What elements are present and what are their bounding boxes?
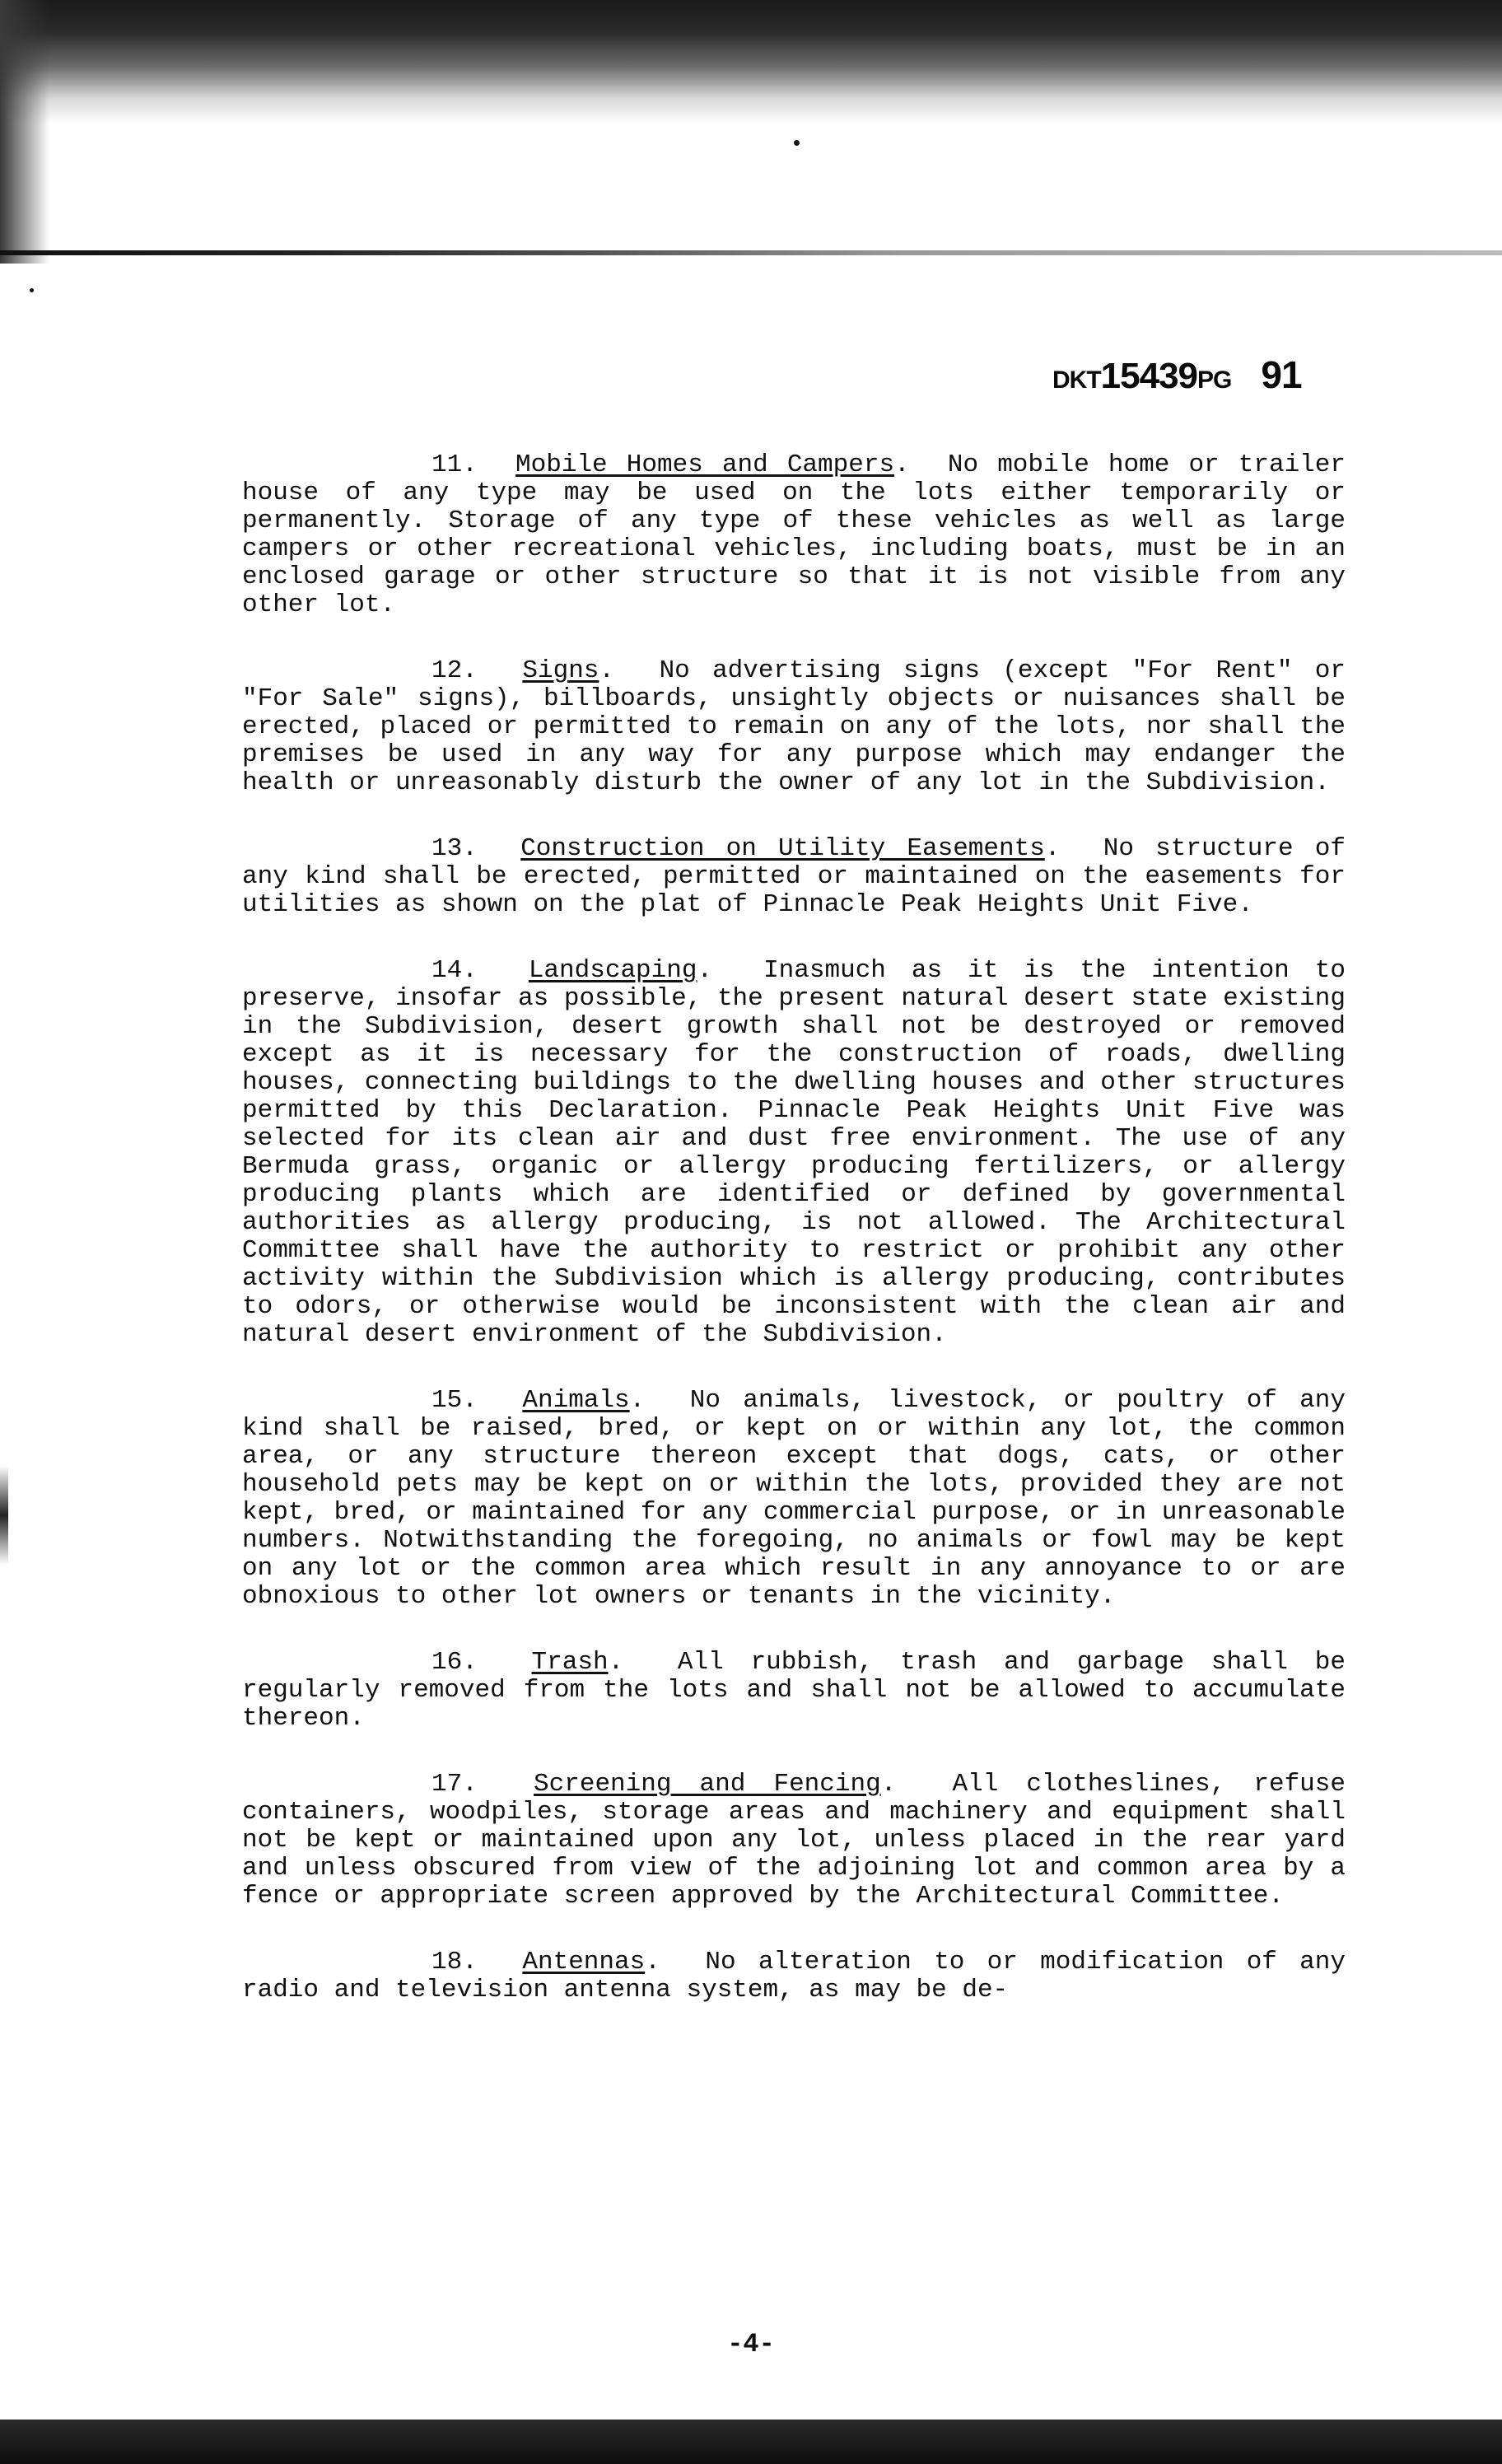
section-heading: Antennas bbox=[522, 1948, 646, 1976]
docket-number: 15439 bbox=[1100, 356, 1198, 396]
section-heading: Trash bbox=[531, 1648, 609, 1677]
section-body: All rubbish, trash and garbage shall be regularly removed from the lots and shall not be allowed to accumulate thereon. bbox=[242, 1648, 1346, 1733]
section-heading: Mobile Homes and Campers bbox=[515, 450, 895, 479]
docket-page-number: 91 bbox=[1261, 353, 1302, 396]
scan-edge-mark bbox=[0, 1466, 8, 1565]
section-13: 13. Construction on Utility Easements. No structure of any kind shall be erected, permitted or maintained on the easements for utilities as shown on the plat of Pinnacle Peak Heights Unit Five. bbox=[242, 834, 1346, 919]
section-number: 16. bbox=[431, 1648, 478, 1677]
page-footer-number: -4- bbox=[727, 2329, 775, 2359]
section-body: No alteration to or modification of any radio and television antenna system, as may be de- bbox=[242, 1948, 1346, 2004]
docket-prefix: DKT bbox=[1052, 366, 1101, 394]
section-number: 13. bbox=[431, 834, 478, 863]
section-heading: Signs bbox=[522, 656, 599, 685]
section-heading: Screening and Fencing bbox=[534, 1770, 881, 1799]
section-body: No structure of any kind shall be erected, permitted or maintained on the easements for utilities as shown on the plat of Pinnacle Peak Heights Unit Five. bbox=[242, 834, 1346, 919]
section-heading: Landscaping bbox=[528, 956, 697, 985]
section-body: All clotheslines, refuse containers, woodpiles, storage areas and machinery and equipment shall not be kept or maintained upon any lot, unless placed in the rear yard and unless obscured from view of the adjoining lot and common area by a fence or appropriate screen approved by the Architectural Committee. bbox=[242, 1770, 1346, 1911]
section-number: 17. bbox=[431, 1770, 478, 1799]
section-12: 12. Signs. No advertising signs (except "For Rent" or "For Sale" signs), billboards, unsightly objects or nuisances shall be erected, placed or permitted to remain on any of the lots, nor shall the premises be used in any way for any purpose which may endanger the health or unreasonably disturb the owner of any lot in the Subdivision. bbox=[242, 656, 1346, 797]
section-heading: Construction on Utility Easements bbox=[520, 834, 1045, 863]
scan-edge-top bbox=[0, 0, 1502, 124]
section-11: 11. Mobile Homes and Campers. No mobile home or trailer house of any type may be used on the lots either temporarily or permanently. Storage of any type of these vehicles as well as large campers or other recreational vehicles, including boats, must be in an enclosed garage or other structure so that it is not visible from any other lot. bbox=[242, 450, 1346, 619]
section-number: 11. bbox=[431, 450, 478, 479]
section-18: 18. Antennas. No alteration to or modification of any radio and television antenna system, as may be de- bbox=[242, 1948, 1346, 2004]
section-body: No advertising signs (except "For Rent" or "For Sale" signs), billboards, unsightly objects or nuisances shall be erected, placed or permitted to remain on any of the lots, nor shall the premises be used in any way for any purpose which may endanger the health or unreasonably disturb the owner of any lot in the Subdivision. bbox=[242, 656, 1346, 797]
scan-rule-line bbox=[0, 250, 1502, 255]
section-number: 18. bbox=[431, 1948, 478, 1976]
section-number: 14. bbox=[431, 956, 478, 985]
scan-speck bbox=[30, 288, 34, 292]
section-body: No mobile home or trailer house of any type may be used on the lots either temporarily or permanently. Storage of any type of these vehicles as well as large campers or other recreational vehicles, including boats, must be in an enclosed garage or other structure so that it is not visible from any other lot. bbox=[242, 450, 1346, 619]
docket-stamp bbox=[1052, 352, 1302, 397]
section-body: No animals, livestock, or poultry of any kind shall be raised, bred, or kept on or within any lot, the common area, or any structure thereon except that dogs, cats, or other household pets may be kept on or within the lots, provided they are not kept, bred, or maintained for any commercial purpose, or in unreasonable numbers. Notwithstanding the foregoing, no animals or fowl may be kept on any lot or the common area which result in any annoyance to or are obnoxious to other lot owners or tenants in the vicinity. bbox=[242, 1386, 1346, 1611]
section-number: 15. bbox=[431, 1386, 478, 1415]
section-number: 12. bbox=[431, 656, 478, 685]
section-body: Inasmuch as it is the intention to preserve, insofar as possible, the present natural desert state existing in the Subdivision, desert growth shall not be destroyed or removed except as it is necessary for the construction of roads, dwelling houses, connecting buildings to the dwelling houses and other structures permitted by this Declaration. Pinnacle Peak Heights Unit Five was selected for its clean air and dust free environment. The use of any Bermuda grass, organic or allergy producing fertilizers, or allergy producing plants which are identified or defined by governmental authorities as allergy producing, is not allowed. The Architectural Committee shall have the authority to restrict or prohibit any other activity within the Subdivision which is allergy producing, contributes to odors, or otherwise would be inconsistent with the clean air and natural desert environment of the Subdivision. bbox=[242, 956, 1346, 1349]
scan-edge-left bbox=[0, 0, 49, 264]
section-heading: Animals bbox=[522, 1386, 630, 1415]
section-17: 17. Screening and Fencing. All clotheslines, refuse containers, woodpiles, storage areas and machinery and equipment shall not be kept or maintained upon any lot, unless placed in the rear yard and unless obscured from view of the adjoining lot and common area by a fence or appropriate screen approved by the Architectural Committee. bbox=[242, 1770, 1346, 1911]
scan-speck bbox=[794, 140, 800, 146]
docket-pg-label: PG bbox=[1197, 366, 1232, 394]
scan-edge-bottom bbox=[0, 2420, 1502, 2464]
section-14: 14. Landscaping. Inasmuch as it is the intention to preserve, insofar as possible, the present natural desert state existing in the Subdivision, desert growth shall not be destroyed or removed except as it is necessary for the construction of roads, dwelling houses, connecting buildings to the dwelling houses and other structures permitted by this Declaration. Pinnacle Peak Heights Unit Five was selected for its clean air and dust free environment. The use of any Bermuda grass, organic or allergy producing fertilizers, or allergy producing plants which are identified or defined by governmental authorities as allergy producing, is not allowed. The Architectural Committee shall have the authority to restrict or prohibit any other activity within the Subdivision which is allergy producing, contributes to odors, or otherwise would be inconsistent with the clean air and natural desert environment of the Subdivision. bbox=[242, 956, 1346, 1349]
section-15: 15. Animals. No animals, livestock, or poultry of any kind shall be raised, bred, or kept on or within any lot, the common area, or any structure thereon except that dogs, cats, or other household pets may be kept on or within the lots, provided they are not kept, bred, or maintained for any commercial purpose, or in unreasonable numbers. Notwithstanding the foregoing, no animals or fowl may be kept on any lot or the common area which result in any annoyance to or are obnoxious to other lot owners or tenants in the vicinity. bbox=[242, 1386, 1346, 1611]
section-16: 16. Trash. All rubbish, trash and garbage shall be regularly removed from the lots and shall not be allowed to accumulate thereon. bbox=[242, 1648, 1346, 1733]
document-body bbox=[242, 451, 1346, 2042]
